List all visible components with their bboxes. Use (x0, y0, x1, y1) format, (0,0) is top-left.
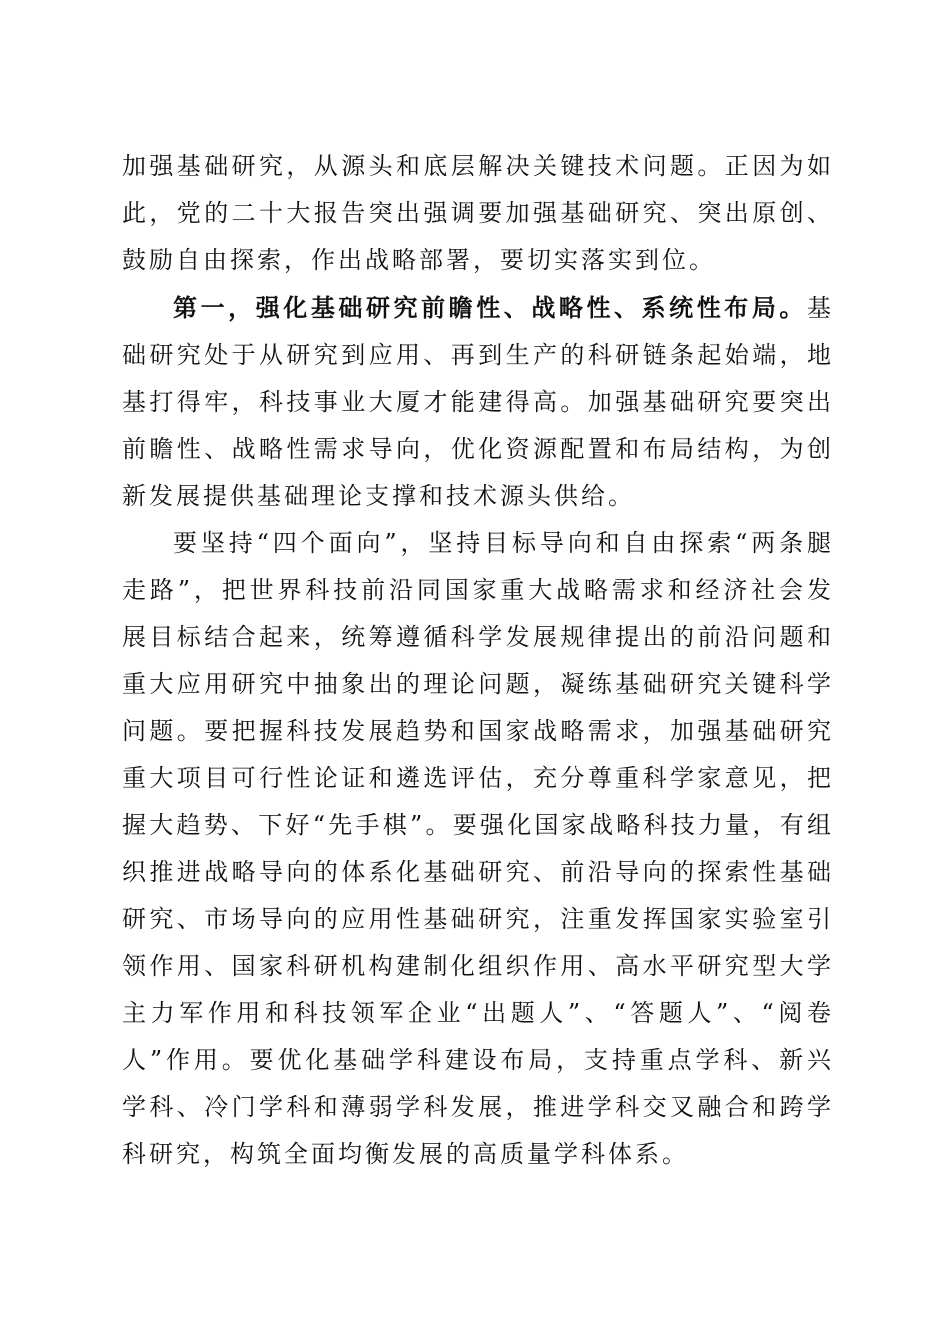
paragraph-3-text: 要坚持“四个面向”，坚持目标导向和自由探索“两条腿走路”，把世界科技前沿同国家重大战略需求和经济社会发展目标结合起来，统筹遵循科学发展规律提出的前沿问题和重大应用研究中抽象出的理论问题，凝练基础研究关键科学问题。要把握科技发展趋势和国家战略需求，加强基础研究重大项目可行性论证和遴选评估，充分尊重科学家意见，把握大趋势、下好“先手棋”。要强化国家战略科技力量，有组织推进战略导向的体系化基础研究、前沿导向的探索性基础研究、市场导向的应用性基础研究，注重发挥国家实验室引领作用、国家科研机构建制化组织作用、高水平研究型大学主力军作用和科技领军企业“出题人”、“答题人”、“阅卷人”作用。要优化基础学科建设布局，支持重点学科、新兴学科、冷门学科和薄弱学科发展，推进学科交叉融合和跨学科研究，构筑全面均衡发展的高质量学科体系。 (122, 529, 834, 1168)
paragraph-1-text: 加强基础研究，从源头和底层解决关键技术问题。正因为如此，党的二十大报告突出强调要加强基础研究、突出原创、鼓励自由探索，作出战略部署，要切实落实到位。 (122, 152, 834, 274)
paragraph-3 (122, 520, 834, 1178)
paragraph-2-text: 基础研究处于从研究到应用、再到生产的科研链条起始端，地基打得牢，科技事业大厦才能建得高。加强基础研究要突出前瞻性、战略性需求导向，优化资源配置和布局结构，为创新发展提供基础理论支撑和技术源头供给。 (122, 294, 834, 510)
document-body (122, 143, 834, 1178)
paragraph-2 (122, 284, 834, 520)
paragraph-1 (122, 143, 834, 284)
paragraph-2-lead-heading: 第一，强化基础研究前瞻性、战略性、系统性布局。 (173, 293, 807, 322)
